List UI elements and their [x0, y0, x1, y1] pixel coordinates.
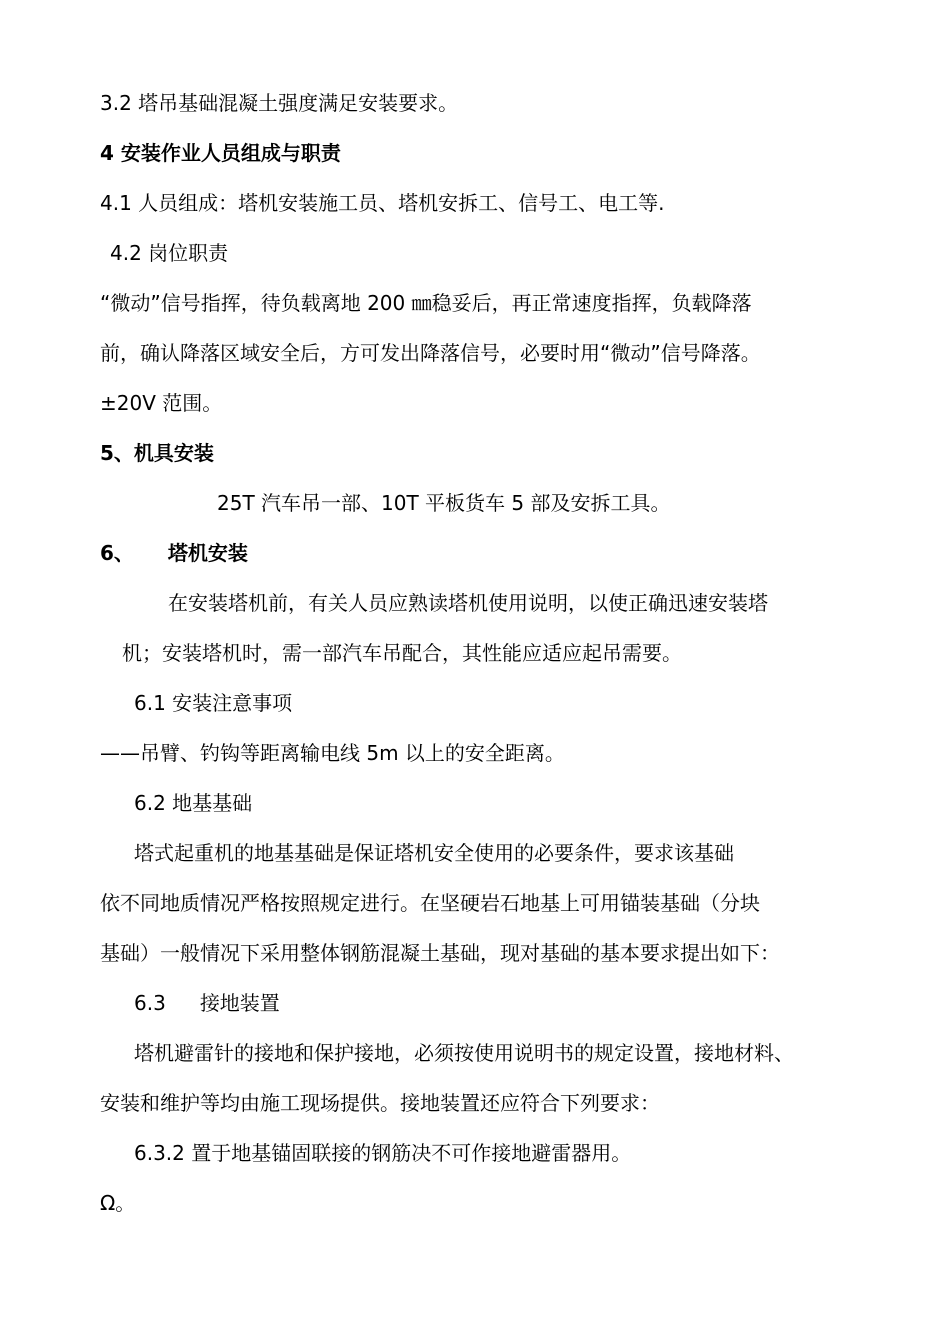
- line-3-2: 3.2 塔吊基础混凝土强度满足安装要求。: [100, 91, 459, 115]
- paragraph-grounding-line-1: 塔机避雷针的接地和保护接地，必须按使用说明书的规定设置，接地材料、: [134, 1041, 794, 1065]
- paragraph-install-line-2: 机；安装塔机时，需一部汽车吊配合，其性能应适应起吊需要。: [122, 641, 682, 665]
- ohm-line: Ω。: [100, 1191, 136, 1215]
- heading-6: [100, 540, 248, 566]
- heading-4: 4 安装作业人员组成与职责: [100, 141, 341, 165]
- paragraph-install-line-1: 在安装塔机前，有关人员应熟读塔机使用说明，以使正确迅速安装塔: [168, 591, 768, 615]
- heading-5: 5、机具安装: [100, 441, 214, 465]
- heading-6-number: 6、: [100, 541, 134, 565]
- line-6-1: 6.1 安装注意事项: [134, 691, 293, 715]
- line-6-3-number: 6.3: [134, 991, 166, 1015]
- paragraph-grounding-line-2: 安装和维护等均由施工现场提供。接地装置还应符合下列要求：: [100, 1091, 660, 1115]
- paragraph-signal-line-2: 前，确认降落区域安全后，方可发出降落信号，必要时用“微动”信号降落。: [100, 341, 761, 365]
- voltage-range-line: ±20V 范围。: [100, 391, 223, 415]
- paragraph-foundation-line-3: 基础）一般情况下采用整体钢筋混凝土基础，现对基础的基本要求提出如下：: [100, 941, 780, 965]
- heading-6-title: 塔机安装: [167, 541, 248, 565]
- line-6-3: [134, 990, 280, 1016]
- line-6-2: 6.2 地基基础: [134, 791, 253, 815]
- paragraph-signal-line-1: “微动”信号指挥，待负载离地 200 ㎜稳妥后，再正常速度指挥，负载降落: [100, 291, 752, 315]
- line-6-3-2: 6.3.2 置于地基锚固联接的钢筋决不可作接地避雷器用。: [134, 1141, 632, 1165]
- paragraph-foundation-line-1: 塔式起重机的地基基础是保证塔机安全使用的必要条件，要求该基础: [134, 841, 734, 865]
- equipment-line: 25T 汽车吊一部、10T 平板货车 5 部及安拆工具。: [217, 491, 671, 515]
- line-4-2: 4.2 岗位职责: [110, 241, 229, 265]
- line-6-3-title: 接地装置: [199, 991, 280, 1015]
- paragraph-foundation-line-2: 依不同地质情况严格按照规定进行。在坚硬岩石地基上可用锚装基础（分块: [100, 891, 760, 915]
- line-4-1: 4.1 人员组成：塔机安装施工员、塔机安拆工、信号工、电工等.: [100, 191, 665, 215]
- line-distance: ——吊臂、钓钩等距离输电线 5m 以上的安全距离。: [100, 741, 565, 765]
